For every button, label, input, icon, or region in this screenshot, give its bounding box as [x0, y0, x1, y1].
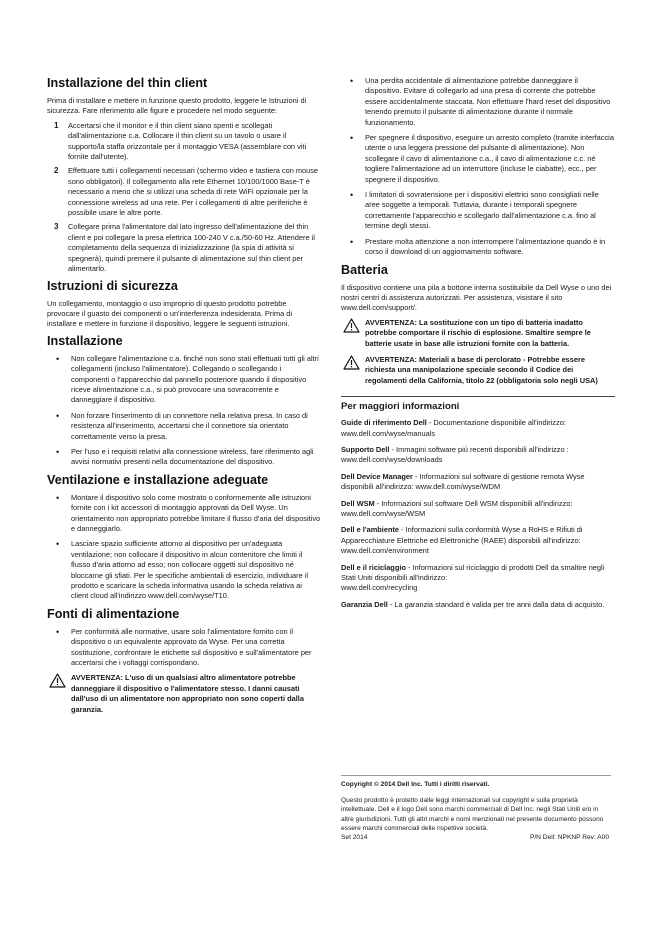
battery-warning-1 — [341, 318, 615, 349]
info-url[interactable]: www.dell.com/wyse/manuals — [341, 428, 436, 438]
bullet-icon: • — [56, 353, 60, 364]
info-title: Per maggiori informazioni — [341, 401, 460, 413]
power-warning — [47, 673, 321, 715]
list-item — [47, 627, 321, 669]
battery-text: Il dispositivo contiene una pila a bottone interna sostituibile da Dell Wyse o uno dei nostri centri di assistenza autorizzati. Per assistenza, visistare il sito www.dell.com/support/. — [341, 282, 612, 313]
list-item — [341, 133, 615, 185]
bullet-icon: • — [350, 76, 354, 86]
list-item-text: Per spegnere il dispositivo, eseguire un arresto completo (tramite interfaccia utente o una leggera pressione del pulsante di alimentazione). Non scollegare il cavo di alimentazione c.a., il cavo di alimentazione c.c. né togliere l'alimentazione ad un interruttore (incluse le ciabatte), ecc., per spegnere il dispositivo. — [365, 133, 614, 184]
safety-text: Un collegamento, montaggio o uso improprio di questo prodotto potrebbe provocare il guasto dei componenti o un'interferenza indesiderata. Prima di installare e mettere in funzione il dispositivo, leggere le seguenti istruzioni. — [47, 298, 293, 329]
info-entry — [341, 600, 615, 610]
info-entry — [341, 445, 615, 466]
info-label: Supporto Dell — [341, 444, 390, 454]
info-label: Dell e il riciclaggio — [341, 562, 406, 572]
warning-text: AVVERTENZA: L'uso di un qualsiasi altro alimentatore potrebbe danneggiare il dispositivo o l'alimentatore stesso. I danni causati dall'uso di un alimentatore non appropriato non sono coperti dalla garanzia. — [71, 673, 304, 714]
copyright: Copyright © 2014 Dell Inc. Tutti i diritti riservati. — [341, 781, 490, 788]
info-list — [341, 418, 615, 610]
step-text: Effettuare tutti i collegamenti necessari (schermo video e tastiera con mouse sono obbligatori). Il collegamento alla rete Ethernet 10/100/1000 Base-T è necessario a meno che si utilizzi una scheda di rete WiFi opzionale per la connessione wireless ad una rete. Per i collegamenti di altre periferiche è possibile usare le altre porte. — [68, 166, 319, 218]
info-text: - Informazioni sul riciclaggio di prodotti Dell da smaltire negli Stati Uniti disponibili all'indirizzo: — [341, 562, 605, 583]
publication-date: Set 2014 — [341, 834, 368, 842]
list-item-text: Per l'uso e i requisiti relativi alla connessione wireless, fare riferimento agli avvisi normativi presenti nella documentazione del dispositivo. — [71, 446, 314, 467]
list-item-text: Non forzare l'inserimento di un connettore nella relativa presa. In caso di resistenza all'inserimento, accertarsi che il connettore sia orientato correttamente verso la presa. — [71, 410, 308, 441]
info-label: Garanzia Dell — [341, 599, 388, 609]
info-entry — [341, 525, 615, 556]
right-column — [341, 76, 615, 616]
list-item — [341, 237, 615, 258]
safety-title: Istruzioni di sicurezza — [47, 278, 178, 293]
warning-triangle-icon — [343, 355, 360, 370]
bullet-icon: • — [56, 446, 60, 457]
info-entry — [341, 499, 615, 520]
footer-row — [341, 834, 611, 841]
footer — [341, 775, 611, 841]
bullet-icon: • — [56, 626, 60, 637]
installation-list — [47, 354, 321, 468]
list-item-text: Prestare molta attenzione a non interrompere l'alimentazione quando è in corso il download di un aggiornamento software. — [365, 236, 606, 257]
bullet-icon: • — [350, 133, 354, 144]
step-number: 1 — [54, 120, 59, 130]
warning-triangle-icon — [49, 673, 66, 688]
install-step — [47, 222, 321, 274]
list-item — [47, 539, 321, 601]
bullet-icon: • — [56, 492, 60, 503]
info-entry — [341, 563, 615, 594]
battery-title: Batteria — [341, 262, 388, 277]
ventilation-title: Ventilazione e installazione adeguate — [47, 472, 269, 487]
list-item-text: Montare il dispositivo solo come mostrato o conformemente alle istruzioni fornite con i kit accessori di montaggio approvati da Dell Wyse. Un orientamento non appropriato potrebbe limitare il flusso d'aria del dispositivo e danneggiarlo. — [71, 492, 321, 533]
info-text: - La garanzia standard è valida per tre anni dalla data di acquisto. — [387, 599, 605, 609]
battery-warning-2 — [341, 355, 615, 386]
info-text: - Immagini software più recenti disponibili all'indirizzo : — [389, 444, 569, 454]
install-title: Installazione del thin client — [47, 76, 208, 90]
legal-notice: Questo prodotto è protetto dalle leggi internazionali sul copyright e sulla proprietà intellettuale. Dell e il logo Dell sono marchi commerciali di Dell Inc. negli Stati Uniti e/o in altre giurisdizioni. Tutti gli altri marchi e nomi menzionati nel presente documento possono essere marchi commerciali delle rispettive società. — [341, 797, 604, 832]
list-item-text: Per conformità alle normative, usare solo l'alimentatore fornito con il dispositivo o un equivalente approvato da Wyse. Per una corretta sostituzione, confrontare le etichette sul dispositivo e sull'alimentatore per accertarsi che i voltaggi corrispondano. — [71, 626, 312, 668]
install-step — [47, 166, 321, 218]
list-item-text: I limitatori di sovratensione per i dispositivi elettrici sono consigliati nelle aree soggette a temporali. Tuttavia, durante i temporali spegnere correttamente l'apparecchio e scollegarlo dall'alimentazione c.a. fino al termine degli stessi. — [365, 190, 599, 231]
info-text: - Informazioni sul software Dell WSM disponibili all'indirizzo: www.dell.com/wyse/WSM — [341, 498, 573, 518]
step-number: 3 — [54, 222, 59, 232]
info-label: Dell WSM — [341, 498, 375, 508]
info-entry — [341, 418, 615, 439]
ventilation-list — [47, 493, 321, 602]
bullet-icon: • — [56, 539, 60, 550]
info-label: Dell Device Manager — [341, 471, 413, 481]
step-number: 2 — [54, 166, 59, 176]
info-text: - Informazioni sulla conformità Wyse a RoHS e Rifiuti di Apparecchiature Elettriche ed Elettroniche (RAEE) disponibili all'indirizzo: www.dell.com/environment — [341, 525, 583, 556]
list-item — [47, 354, 321, 406]
install-steps — [47, 121, 321, 275]
warning-triangle-icon — [343, 318, 360, 333]
install-intro: Prima di installare e mettere in funzione questo prodotto, leggere le Istruzioni di sicurezza. Fare riferimento alle figure e procedere nel modo seguente: — [47, 96, 307, 116]
part-number: P/N Dell: NPKNP Rev: A00 — [529, 834, 609, 842]
bullet-icon: • — [56, 410, 60, 421]
bullet-icon: • — [350, 190, 354, 201]
list-item — [341, 190, 615, 232]
list-item-text: Non collegare l'alimentazione c.a. finché non sono stati effettuati tutti gli altri collegamenti (incluso l'alimentatore). Collegando o scollegando i componenti o l'apparecchio dal pannello posteriore quando il dispositivo riceve alimentazione c.a., si può provocare una sovracorrente e danneggiare il dispositivo. — [71, 353, 319, 405]
list-item-text: Lasciare spazio sufficiente attorno al dispositivo per un'adeguata ventilazione; non collocare il dispositivo in alcun contenitore che limiti il flusso d'aria attorno ad esso; non collocare oggetti sul dispositivo né bloccarne gli sfiati. Per le specifiche ambientali di esercizio, individuare il prodotto e scaricare la scheda informativa usando la scheda relativa ai client cloud all'indirizzo www.dell.com/wyse/T10. — [71, 539, 309, 601]
info-text: - Informazioni sul software di gestione remota Wyse disponibili all'indirizzo: www.dell.com/wyse/WDM — [341, 471, 585, 492]
warning-text: AVVERTENZA: Materiali a base di perclorato - Potrebbe essere richiesta una manipolazione speciale secondo il Codice dei regolamenti della California, titolo 22 (obbligatoria solo negli USA) — [365, 354, 598, 385]
installation-title: Installazione — [47, 333, 123, 348]
info-text: - Documentazione disponibile all'indirizzo: — [426, 418, 566, 428]
warning-text: AVVERTENZA: La sostituzione con un tipo di batteria inadatto potrebbe comportare il rischio di esplosione. Smaltire sempre le batterie usate in base alle istruzioni fornite con la batteria. — [365, 317, 591, 348]
info-label: Guide di riferimento Dell — [341, 418, 427, 428]
power-title: Fonti di alimentazione — [47, 606, 180, 621]
info-label: Dell e l'ambiente — [341, 525, 400, 535]
step-text: Accertarsi che il monitor e il thin client siano spenti e scollegati dall'alimentazione c.a. Collocare il thin client su un tavolo o usare il supporto/la staffa orizzontale per il montaggio VESA (assemblare con viti fornite dall'utente). — [68, 120, 307, 162]
power-list-continued — [341, 76, 615, 258]
info-url[interactable]: www.dell.com/recycling — [341, 583, 418, 593]
install-step — [47, 121, 321, 163]
list-item-text: Una perdita accidentale di alimentazione potrebbe danneggiare il dispositivo. Evitare di collegarlo ad una presa di corrente che potrebbe essere accidentalmente staccata. Non effettuare l'hard reset del dispositivo tenendo premuto il pulsante di alimentazione durante il normale funzionamento. — [365, 76, 611, 127]
power-list — [47, 627, 321, 669]
bullet-icon: • — [350, 236, 354, 247]
left-column — [47, 76, 321, 721]
section-divider — [341, 396, 615, 397]
step-text: Collegare prima l'alimentatore dal lato ingresso dell'alimentazione del thin client e poi collegare la presa elettrica 100-240 V c.a./50-60 Hz. Attendere il completamento della sequenza di inizializzazione (la spia di attività si spegnerà), quindi premere il pulsante di alimentazione sul thin client per alimentarlo. — [68, 222, 315, 274]
list-item — [47, 447, 321, 468]
list-item — [47, 411, 321, 442]
info-url[interactable]: www.dell.com/wyse/downloads — [341, 455, 443, 465]
info-entry — [341, 472, 615, 493]
list-item — [47, 493, 321, 535]
list-item — [341, 76, 615, 128]
